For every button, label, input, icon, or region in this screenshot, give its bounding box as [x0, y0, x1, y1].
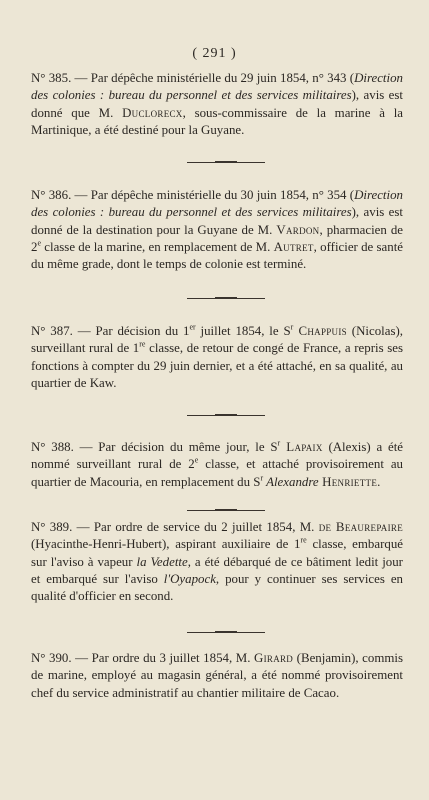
- person-name: Lapaix: [280, 440, 323, 454]
- entry-386: [31, 187, 403, 273]
- entry-lead: N° 388. — Par décision du même jour, le S: [31, 440, 278, 454]
- superscript: e: [37, 238, 42, 248]
- entry-text-part: .: [377, 474, 381, 489]
- superscript: r: [260, 473, 264, 483]
- superscript: re: [300, 536, 307, 545]
- entry-lead: N° 385. — Par dépêche ministérielle du 29 juin 1854, n° 343 (: [31, 71, 355, 85]
- entry-text: [31, 519, 403, 605]
- entry-lead: N° 386. — Par dépêche ministérielle du 30 juin 1854, n° 354 (: [31, 188, 355, 202]
- page-number: ( 291 ): [192, 46, 237, 61]
- entry-lead: N° 387. — Par décision du 1: [31, 324, 190, 338]
- entry-text-part: classe de la marine, en remplacement de M.: [41, 239, 274, 254]
- superscript: e: [194, 456, 199, 465]
- superscript: r: [290, 322, 294, 332]
- superscript: re: [139, 340, 146, 349]
- entry-text-part: ), avis est donné que M.: [31, 88, 403, 120]
- entry-text-part: classe, et attaché provisoirement au quartier de Macouria, en remplacement du S: [31, 457, 403, 489]
- entry-text: [31, 187, 403, 273]
- separator-rule: [187, 298, 265, 299]
- entry-385: [31, 70, 403, 139]
- direction-italic: Direction des colonies : bureau du personnel et des services militaires: [31, 71, 403, 103]
- entry-text: [31, 70, 403, 139]
- entry-389: [31, 519, 403, 605]
- entry-text-part: (Nicolas), surveillant rural de 1: [31, 324, 403, 356]
- entry-lead: N° 389. — Par ordre de service du 2 juillet 1854, M.: [31, 520, 319, 534]
- entry-text-part: classe, embarqué sur l'aviso à vapeur: [31, 537, 403, 569]
- separator-rule: [187, 510, 265, 511]
- entry-388: [31, 439, 403, 491]
- entry-390: [31, 650, 403, 702]
- ship-name: l'Oyapock: [163, 571, 216, 586]
- person-name: Vardon: [276, 222, 320, 237]
- superscript: r: [277, 438, 281, 448]
- person-name: Girard: [254, 651, 294, 665]
- superscript: er: [189, 322, 196, 332]
- entry-text: [31, 439, 403, 491]
- entry-text-part: , pour y continuer ses services en qualité d'officier en second.: [31, 571, 403, 604]
- entry-text-part: , pharmacien de 2: [31, 222, 403, 254]
- entry-text: [31, 650, 403, 702]
- person-name: Henriette: [318, 474, 378, 489]
- given-name-italic: Alexandre: [263, 474, 319, 489]
- person-name: Chappuis: [293, 324, 347, 338]
- entry-text-part: classe, de retour de congé de France, a repris ses fonctions à compter du 29 juin dernier, et a été attaché, en sa qualité, au quartier de Kaw.: [31, 341, 403, 390]
- entry-text-part: ), avis est donné de la destination pour la Guyane de M.: [31, 205, 403, 237]
- entry-text-part: juillet 1854, le S: [195, 324, 291, 338]
- person-name: de Beaurepaire: [318, 520, 403, 534]
- separator-rule: [187, 632, 265, 633]
- separator-rule: [187, 162, 265, 163]
- entry-text-part: (Hyacinthe-Henri-Hubert), aspirant auxiliaire de 1: [31, 537, 301, 552]
- entry-387: [31, 323, 403, 392]
- person-name: Autret: [273, 239, 314, 254]
- entry-text: [31, 323, 403, 392]
- direction-italic: Direction des colonies : bureau du personnel et des services militaires: [31, 188, 403, 220]
- entry-text-part: (Alexis) a été nommé surveillant rural de 2: [31, 440, 404, 472]
- ship-name: la Vedette: [136, 554, 188, 569]
- person-name: Duclorecx: [122, 105, 183, 120]
- entry-text-part: , a été débarqué de ce bâtiment ledit jour et embarqué sur l'aviso: [31, 554, 403, 586]
- entry-text-part: , sous-commissaire de la marine à la Martinique, a été destiné pour la Guyane.: [31, 105, 404, 137]
- entry-text-part: (Benjamin), commis de marine, employé au magasin général, a été nommé provisoirement chef du service administratif au chantier militaire de Cacao.: [31, 651, 403, 700]
- separator-rule: [187, 415, 265, 416]
- entry-lead: N° 390. — Par ordre du 3 juillet 1854, M.: [31, 651, 254, 665]
- entry-text-part: , officier de santé du même grade, dont le temps de colonie est terminé.: [31, 239, 403, 272]
